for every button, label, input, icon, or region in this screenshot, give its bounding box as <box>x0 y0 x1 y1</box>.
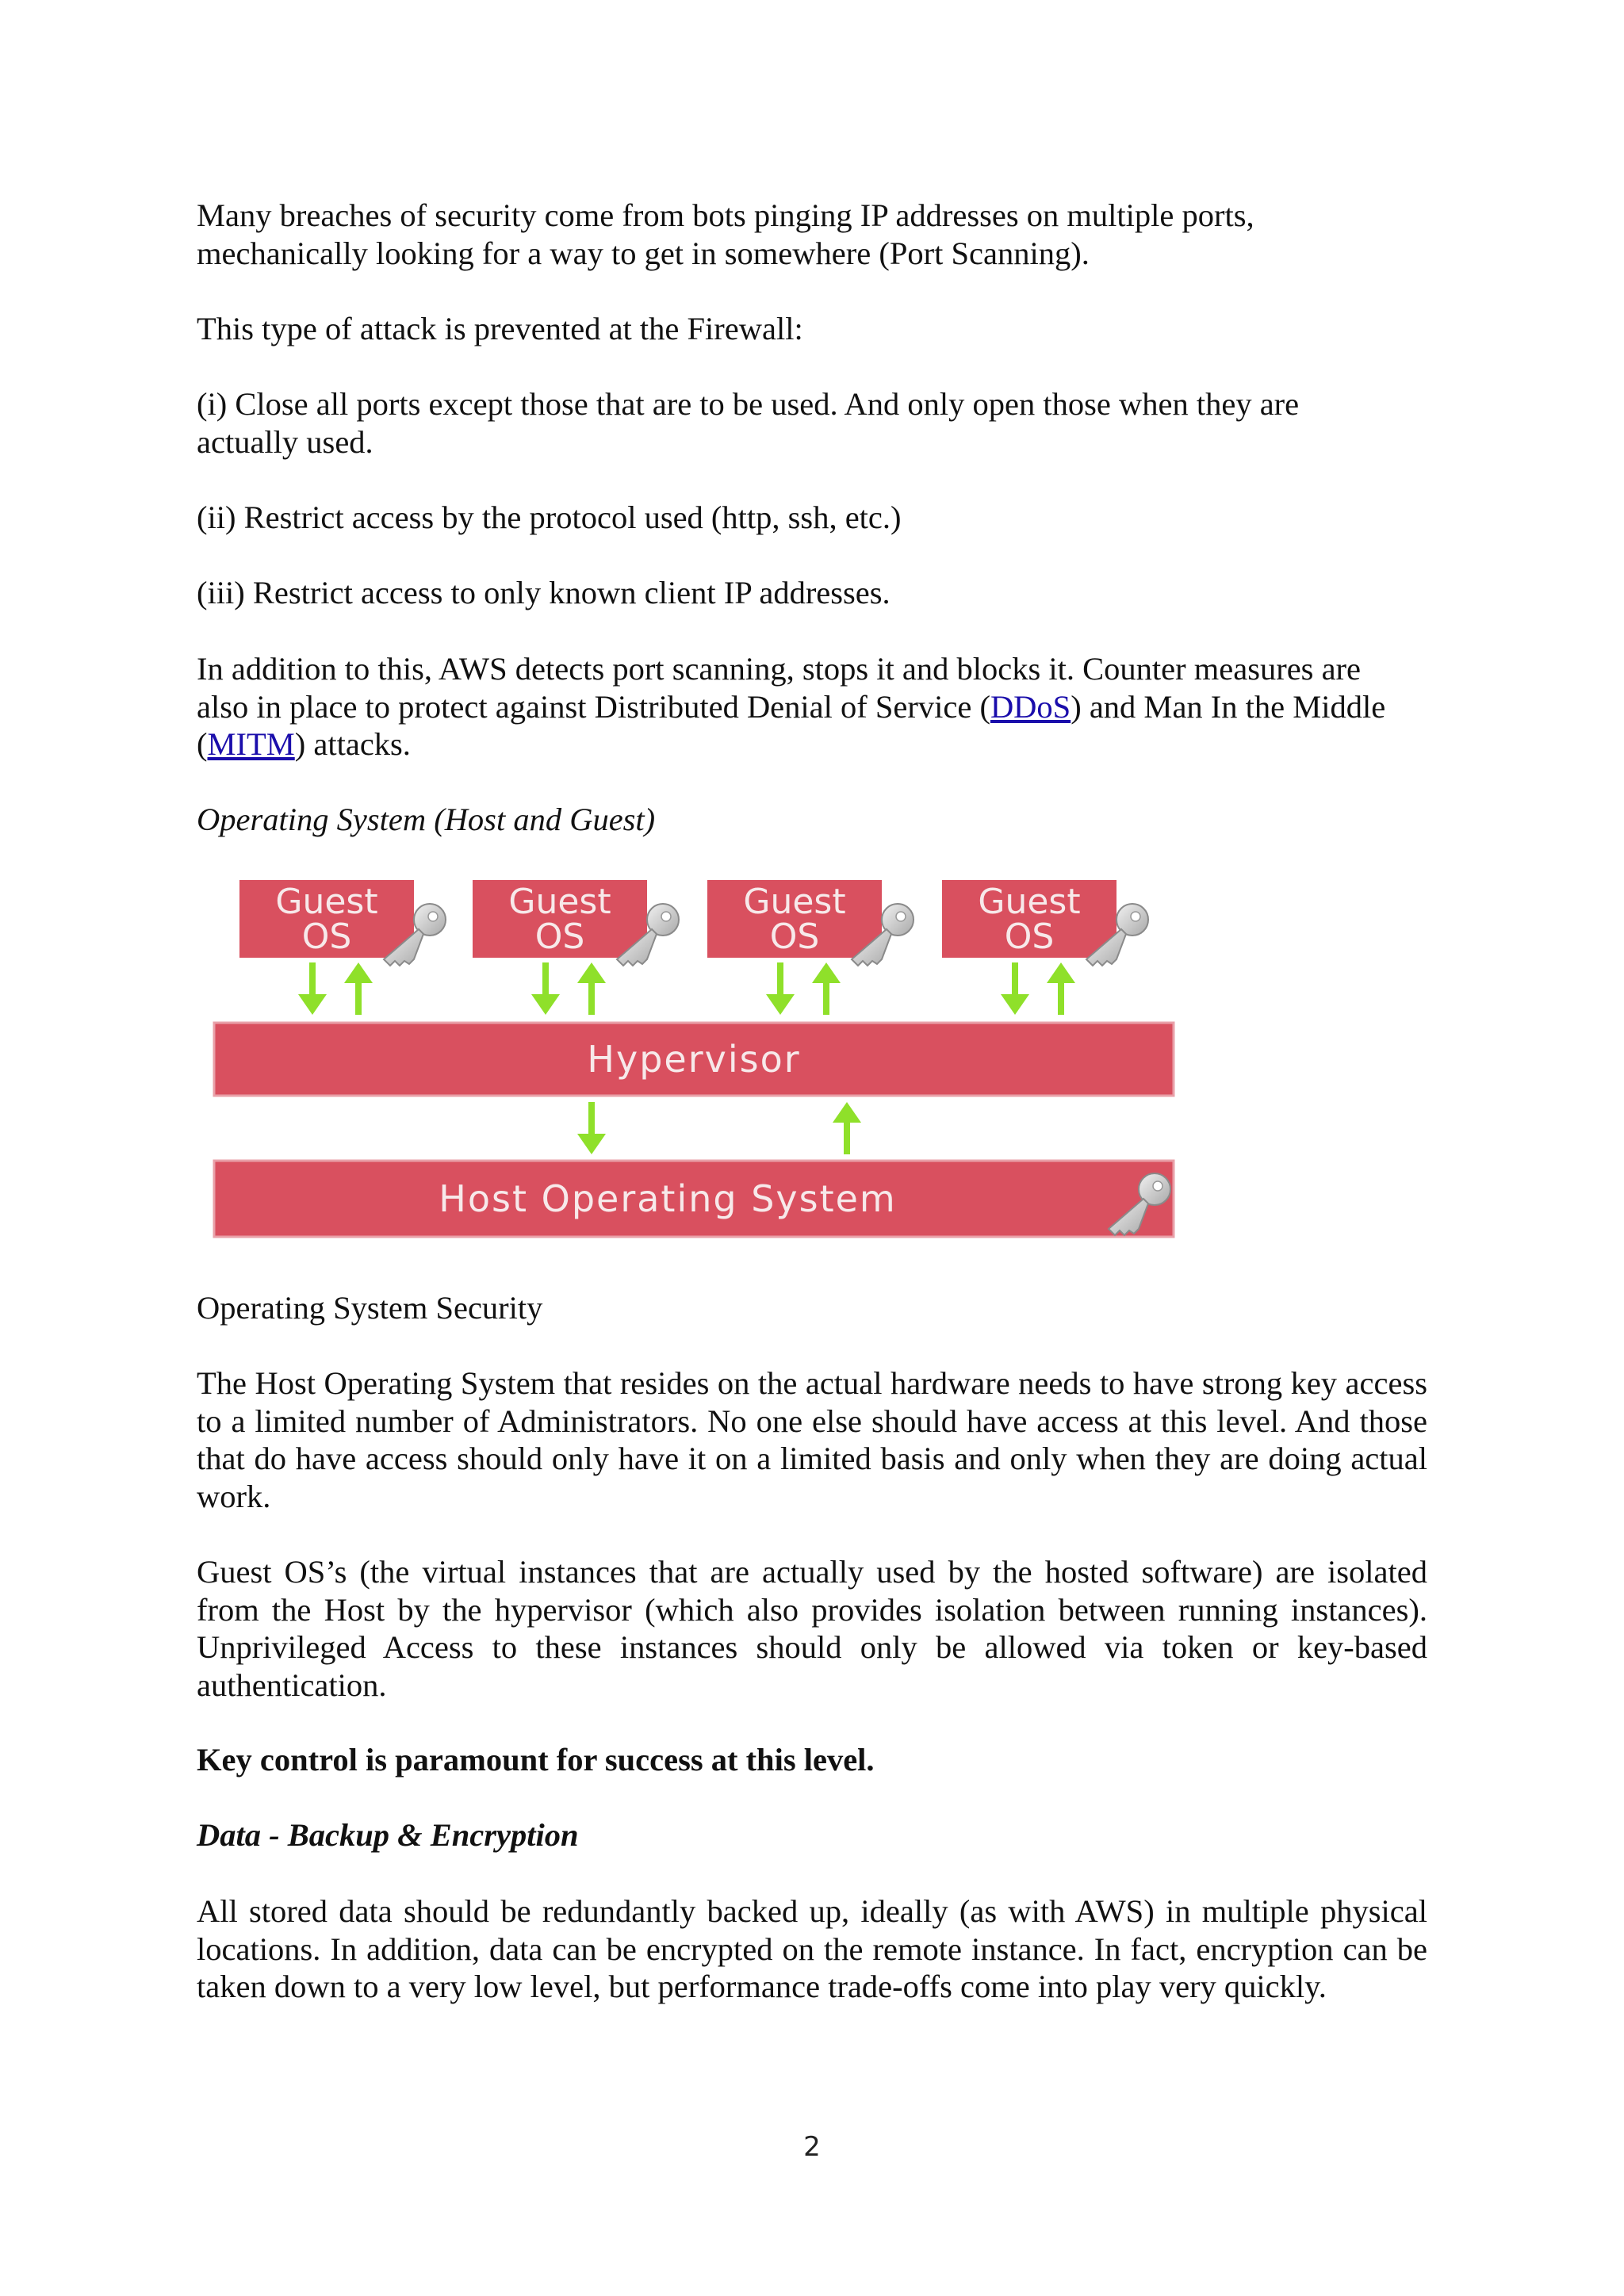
aws-countermeasures-paragraph <box>197 650 1427 763</box>
hypervisor-label: Hypervisor <box>587 1038 801 1081</box>
hypervisor-diagram <box>208 864 1180 1245</box>
key-control-statement: Key control is paramount for success at this level. <box>197 1742 875 1777</box>
os-label: OS <box>301 916 352 957</box>
guest-label: Guest <box>743 882 846 922</box>
firewall-intro: This type of attack is prevented at the Firewall: <box>197 311 803 346</box>
os-security-heading: Operating System Security <box>197 1290 543 1326</box>
data-section-heading: Data - Backup & Encryption <box>197 1817 579 1853</box>
guest-label: Guest <box>508 882 611 922</box>
os-label: OS <box>1004 916 1055 957</box>
host-os-label: Host Operating System <box>439 1177 897 1220</box>
hypervisor-box <box>214 1023 1174 1096</box>
arrow-down-icon <box>577 1102 606 1154</box>
arrow-up-icon <box>833 1102 861 1154</box>
guest-label: Guest <box>275 882 378 922</box>
guest-os-box-1 <box>239 880 446 966</box>
data-backup-paragraph: All stored data should be redundantly backed up, ideally (as with AWS) in multiple physical locations. In addition, data can be encrypted on the remote instance. In fact, encryption can be taken down to a very low level, but performance trade-offs come into play very quickly. <box>197 1893 1427 2004</box>
arrow-down-icon <box>531 962 560 1015</box>
restrict-protocol-item: (ii) Restrict access by the protocol used (http, ssh, etc.) <box>197 499 902 535</box>
text-line: mechanically looking for a way to get in somewhere (Port Scanning). <box>197 235 1090 271</box>
mitm-link[interactable]: MITM <box>207 726 295 762</box>
text-line: also in place to protect against Distributed Denial of Service (DDoS) and Man In the Middle <box>197 688 1386 725</box>
arrow-down-icon <box>766 962 795 1015</box>
text-line: (i) Close all ports except those that are to be used. And only open those when they are <box>197 386 1300 422</box>
arrow-up-icon <box>344 962 373 1015</box>
close-ports-item <box>197 385 1427 461</box>
text-line: In addition to this, AWS detects port scanning, stops it and blocks it. Counter measures are <box>197 651 1362 687</box>
text-line: Many breaches of security come from bots pinging IP addresses on multiple ports, <box>197 197 1254 233</box>
os-section-heading: Operating System (Host and Guest) <box>197 802 656 837</box>
guest-label: Guest <box>978 882 1081 922</box>
arrow-down-icon <box>298 962 327 1015</box>
os-label: OS <box>534 916 585 957</box>
host-os-paragraph: The Host Operating System that resides on the actual hardware needs to have strong key access to a limited number of Administrators. No one else should have access at this level. And those that do have access should only have it on a limited basis and only when they are doing actual work. <box>197 1365 1427 1514</box>
arrow-up-icon <box>812 962 841 1015</box>
port-scanning-paragraph <box>197 197 1427 272</box>
os-label: OS <box>769 916 820 957</box>
host-os-box <box>214 1161 1174 1237</box>
arrow-up-icon <box>577 962 606 1015</box>
arrow-down-icon <box>1001 962 1029 1015</box>
text-line: actually used. <box>197 423 373 460</box>
guest-os-box-3 <box>707 880 914 966</box>
guest-os-box-2 <box>473 880 679 966</box>
text-line: (MITM) attacks. <box>197 726 411 762</box>
guest-arrows <box>298 962 1075 1015</box>
guest-os-box-4 <box>942 880 1148 966</box>
restrict-ip-item: (iii) Restrict access to only known client IP addresses. <box>197 575 891 610</box>
ddos-link[interactable]: DDoS <box>990 688 1071 725</box>
guest-os-paragraph: Guest OS’s (the virtual instances that are actually used by the hosted software) are isolated from the Host by the hypervisor (which also provides isolation between running instances). Unprivileged Access to these instances should only be allowed via token or key-based authentication. <box>197 1554 1427 1703</box>
page-number: 2 <box>803 2131 821 2163</box>
arrow-up-icon <box>1047 962 1075 1015</box>
